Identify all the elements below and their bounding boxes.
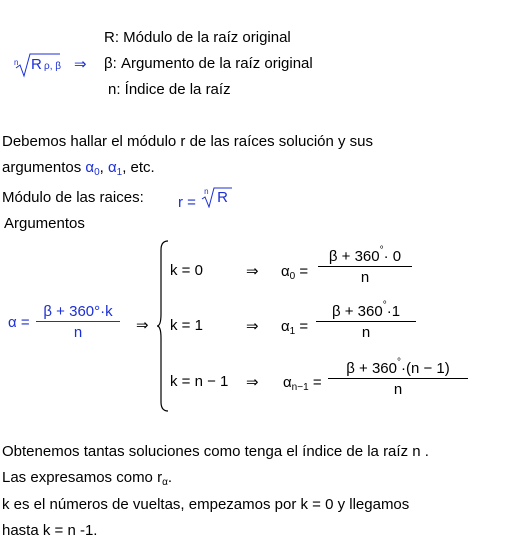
alpha0-symbol: $\alpha_0$ xyxy=(85,159,100,178)
case-kn1-alpha: $\alpha_{n-1}$ = xyxy=(283,374,322,393)
case-kn1-arrow: ⇒ xyxy=(246,374,259,391)
root-subscript: ρ, β xyxy=(44,61,61,72)
definition-R: R: Módulo de la raíz original xyxy=(104,29,291,46)
case-k1-alpha: $\alpha_1$ = xyxy=(281,318,309,337)
intro-line-2: argumentos $\alpha_0$, $\alpha_1$, etc. xyxy=(2,159,155,178)
modulo-root-radicand: R xyxy=(217,189,228,206)
modulo-formula xyxy=(178,189,234,211)
case-k0-arrow: ⇒ xyxy=(246,263,259,280)
case-k1-label: k = 1 xyxy=(170,317,203,334)
conclusion-line-3: k es el números de vueltas, empezamos por k = 0 y llegamos xyxy=(2,496,410,513)
left-brace-icon xyxy=(156,240,170,412)
intro-line-1: Debemos hallar el módulo r de las raíces solución y sus xyxy=(2,133,374,150)
definition-n: n: Índice de la raíz xyxy=(108,81,231,98)
root-radicand: R xyxy=(31,56,42,73)
case-k0-fraction: β + 360°· 0 n xyxy=(318,248,412,286)
main-fraction-denominator: n xyxy=(73,324,83,341)
modulo-formula-lhs: r = xyxy=(178,194,196,211)
alpha-lhs: α = xyxy=(8,314,30,331)
conclusion-line-1: Obtenemos tantas soluciones como tenga el índice de la raíz n . xyxy=(2,443,429,460)
main-fraction xyxy=(36,303,120,341)
conclusion-line-2: Las expresamos como $r_\alpha$. xyxy=(2,469,173,488)
case-k1-arrow: ⇒ xyxy=(246,318,259,335)
main-implies-arrow: ⇒ xyxy=(136,317,149,334)
root-index: n xyxy=(14,58,19,67)
case-kn1-label: k = n − 1 xyxy=(170,373,229,390)
case-k0-label: k = 0 xyxy=(170,262,203,279)
conclusion-line-4: hasta k = n -1. xyxy=(2,522,98,539)
main-fraction-numerator: β + 360°·k xyxy=(43,303,113,320)
modulo-label: Módulo de las raices: xyxy=(2,189,144,206)
modulo-root-index: n xyxy=(204,187,209,196)
case-kn1-fraction: β + 360°·(n − 1) n xyxy=(328,360,468,398)
definition-beta: β: Argumento de la raíz original xyxy=(104,55,313,72)
argumentos-label: Argumentos xyxy=(4,215,85,232)
alpha1-symbol: $\alpha_1$ xyxy=(107,159,123,178)
intro-line-2-prefix: argumentos xyxy=(2,159,86,176)
case-k1-fraction: β + 360°·1 n xyxy=(316,303,416,341)
implies-arrow: ⇒ xyxy=(74,56,87,73)
case-k0-alpha: $\alpha_0$ = xyxy=(281,263,309,282)
